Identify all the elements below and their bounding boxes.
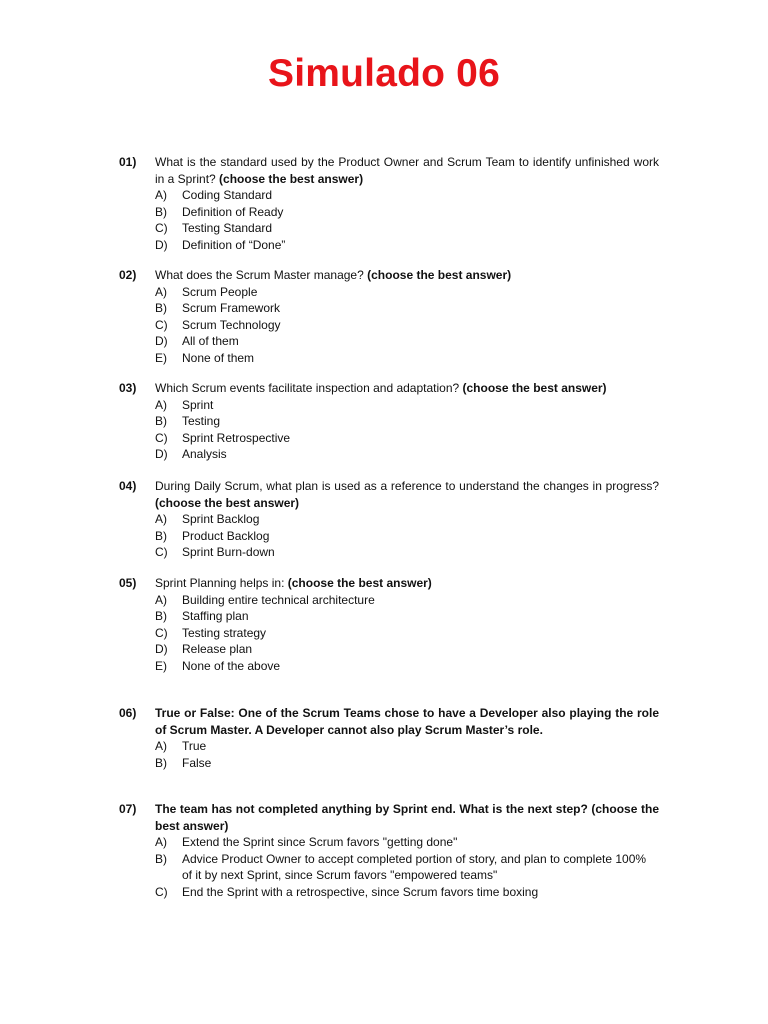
option-letter: C) [155,430,168,445]
option [155,333,659,350]
option-letter: A) [155,397,167,412]
option [155,544,659,561]
option-text: Staffing plan [182,609,249,623]
question-text: During Daily Scrum, what plan is used as a reference to understand the changes in progress? (choose the best answer) [155,479,659,510]
option [155,641,659,658]
option [155,834,659,851]
option-letter: B) [155,609,167,623]
option [155,658,659,675]
option-letter: B) [155,204,167,219]
option-text: Testing [182,414,221,428]
option-letter: A) [155,284,167,299]
question-number: 01) [119,155,137,169]
option-letter: C) [155,625,168,640]
option-text: Testing Standard [182,221,273,235]
option-text: Sprint [182,397,214,412]
question-hint: (choose the best answer) [155,495,300,510]
option-text: End the Sprint with a retrospective, since Scrum favors time boxing [182,884,539,899]
option-text: False [182,755,212,770]
option [155,851,659,884]
option-text: Definition of Ready [182,204,284,219]
option-text: Sprint Backlog [182,512,260,526]
question-03 [119,380,659,463]
option-text: Scrum Framework [182,301,281,315]
option [155,300,659,317]
option-text: Building entire technical architecture [182,592,375,607]
option-letter: A) [155,592,167,607]
option-letter: B) [155,301,167,315]
option-letter: D) [155,334,168,348]
option-letter: D) [155,447,168,461]
option-letter: D) [155,237,168,252]
option-text: Release plan [182,642,253,656]
option-letter: A) [155,512,167,526]
question-02 [119,267,659,366]
option-letter: A) [155,835,167,849]
page-title: Simulado 06 [268,52,500,95]
question-01 [119,154,659,253]
option [155,237,659,254]
option [155,511,659,528]
question-text: What is the standard used by the Product Owner and Scrum Team to identify unfinished work in a Sprint? (choose the best answer) [155,155,659,186]
option [155,397,659,414]
question-number: 02) [119,268,137,282]
question-number: 07) [119,802,137,816]
option-text: None of them [182,350,255,365]
option-text: Scrum People [182,284,258,299]
option [155,738,659,755]
question-number: 06) [119,706,137,720]
question-text: Which Scrum events facilitate inspection and adaptation? (choose the best answer) [155,381,607,395]
option-letter: B) [155,528,167,543]
option [155,608,659,625]
question-text: What does the Scrum Master manage? (choose the best answer) [155,268,512,282]
question-text: The team has not completed anything by Sprint end. What is the next step? (choose the best answer) [155,802,659,833]
option-text: True [182,739,207,753]
option [155,884,659,901]
question-hint: (choose the best answer) [287,576,432,590]
option-text: Advice Product Owner to accept completed portion of story, and plan to complete 100% of it by next Sprint, since Scrum favors "empowered teams" [182,851,647,882]
options-list [119,834,659,900]
option-letter: E) [155,658,167,673]
option [155,204,659,221]
options-list [119,187,659,253]
option [155,446,659,463]
question-05 [119,575,659,674]
option [155,755,659,772]
options-list [119,397,659,463]
options-list [119,592,659,675]
options-list [119,284,659,367]
question-hint: (choose the best answer) [462,381,607,395]
question-07 [119,801,659,900]
question-04 [119,478,659,561]
option-letter: D) [155,642,168,656]
question-text: Sprint Planning helps in: (choose the best answer) [155,576,432,590]
options-list [119,738,659,771]
option [155,187,659,204]
option-letter: C) [155,545,168,559]
option [155,528,659,545]
question-hint: (choose the best answer) [219,171,364,186]
option-letter: E) [155,350,167,365]
option [155,284,659,301]
question-text: True or False: One of the Scrum Teams chose to have a Developer also playing the role of Scrum Master. A Developer cannot also play Scrum Master’s role. [155,706,659,737]
option-letter: C) [155,221,168,235]
option [155,317,659,334]
option-text: Scrum Technology [182,317,281,332]
option [155,413,659,430]
question-number: 04) [119,479,137,493]
option-text: Extend the Sprint since Scrum favors "getting done" [182,835,458,849]
question-number: 05) [119,576,137,590]
option-text: Coding Standard [182,188,273,202]
option [155,220,659,237]
option-text: Sprint Retrospective [182,430,291,445]
option-letter: A) [155,188,167,202]
option-text: Analysis [182,447,227,461]
option-text: Sprint Burn-down [182,545,275,559]
option-text: Testing strategy [182,625,267,640]
option [155,350,659,367]
option-letter: C) [155,317,168,332]
question-hint: (choose the best answer) [367,268,512,282]
option-letter: B) [155,414,167,428]
question-06 [119,705,659,771]
option-letter: B) [155,755,167,770]
option-letter: B) [155,851,167,866]
question-number: 03) [119,381,137,395]
option [155,592,659,609]
option-letter: C) [155,884,168,899]
option-text: None of the above [182,658,281,673]
option [155,625,659,642]
option [155,430,659,447]
question-hint: (choose the best answer) [155,802,659,833]
option-text: Definition of “Done” [182,237,286,252]
option-letter: A) [155,739,167,753]
options-list [119,511,659,561]
option-text: Product Backlog [182,528,270,543]
option-text: All of them [182,334,239,348]
